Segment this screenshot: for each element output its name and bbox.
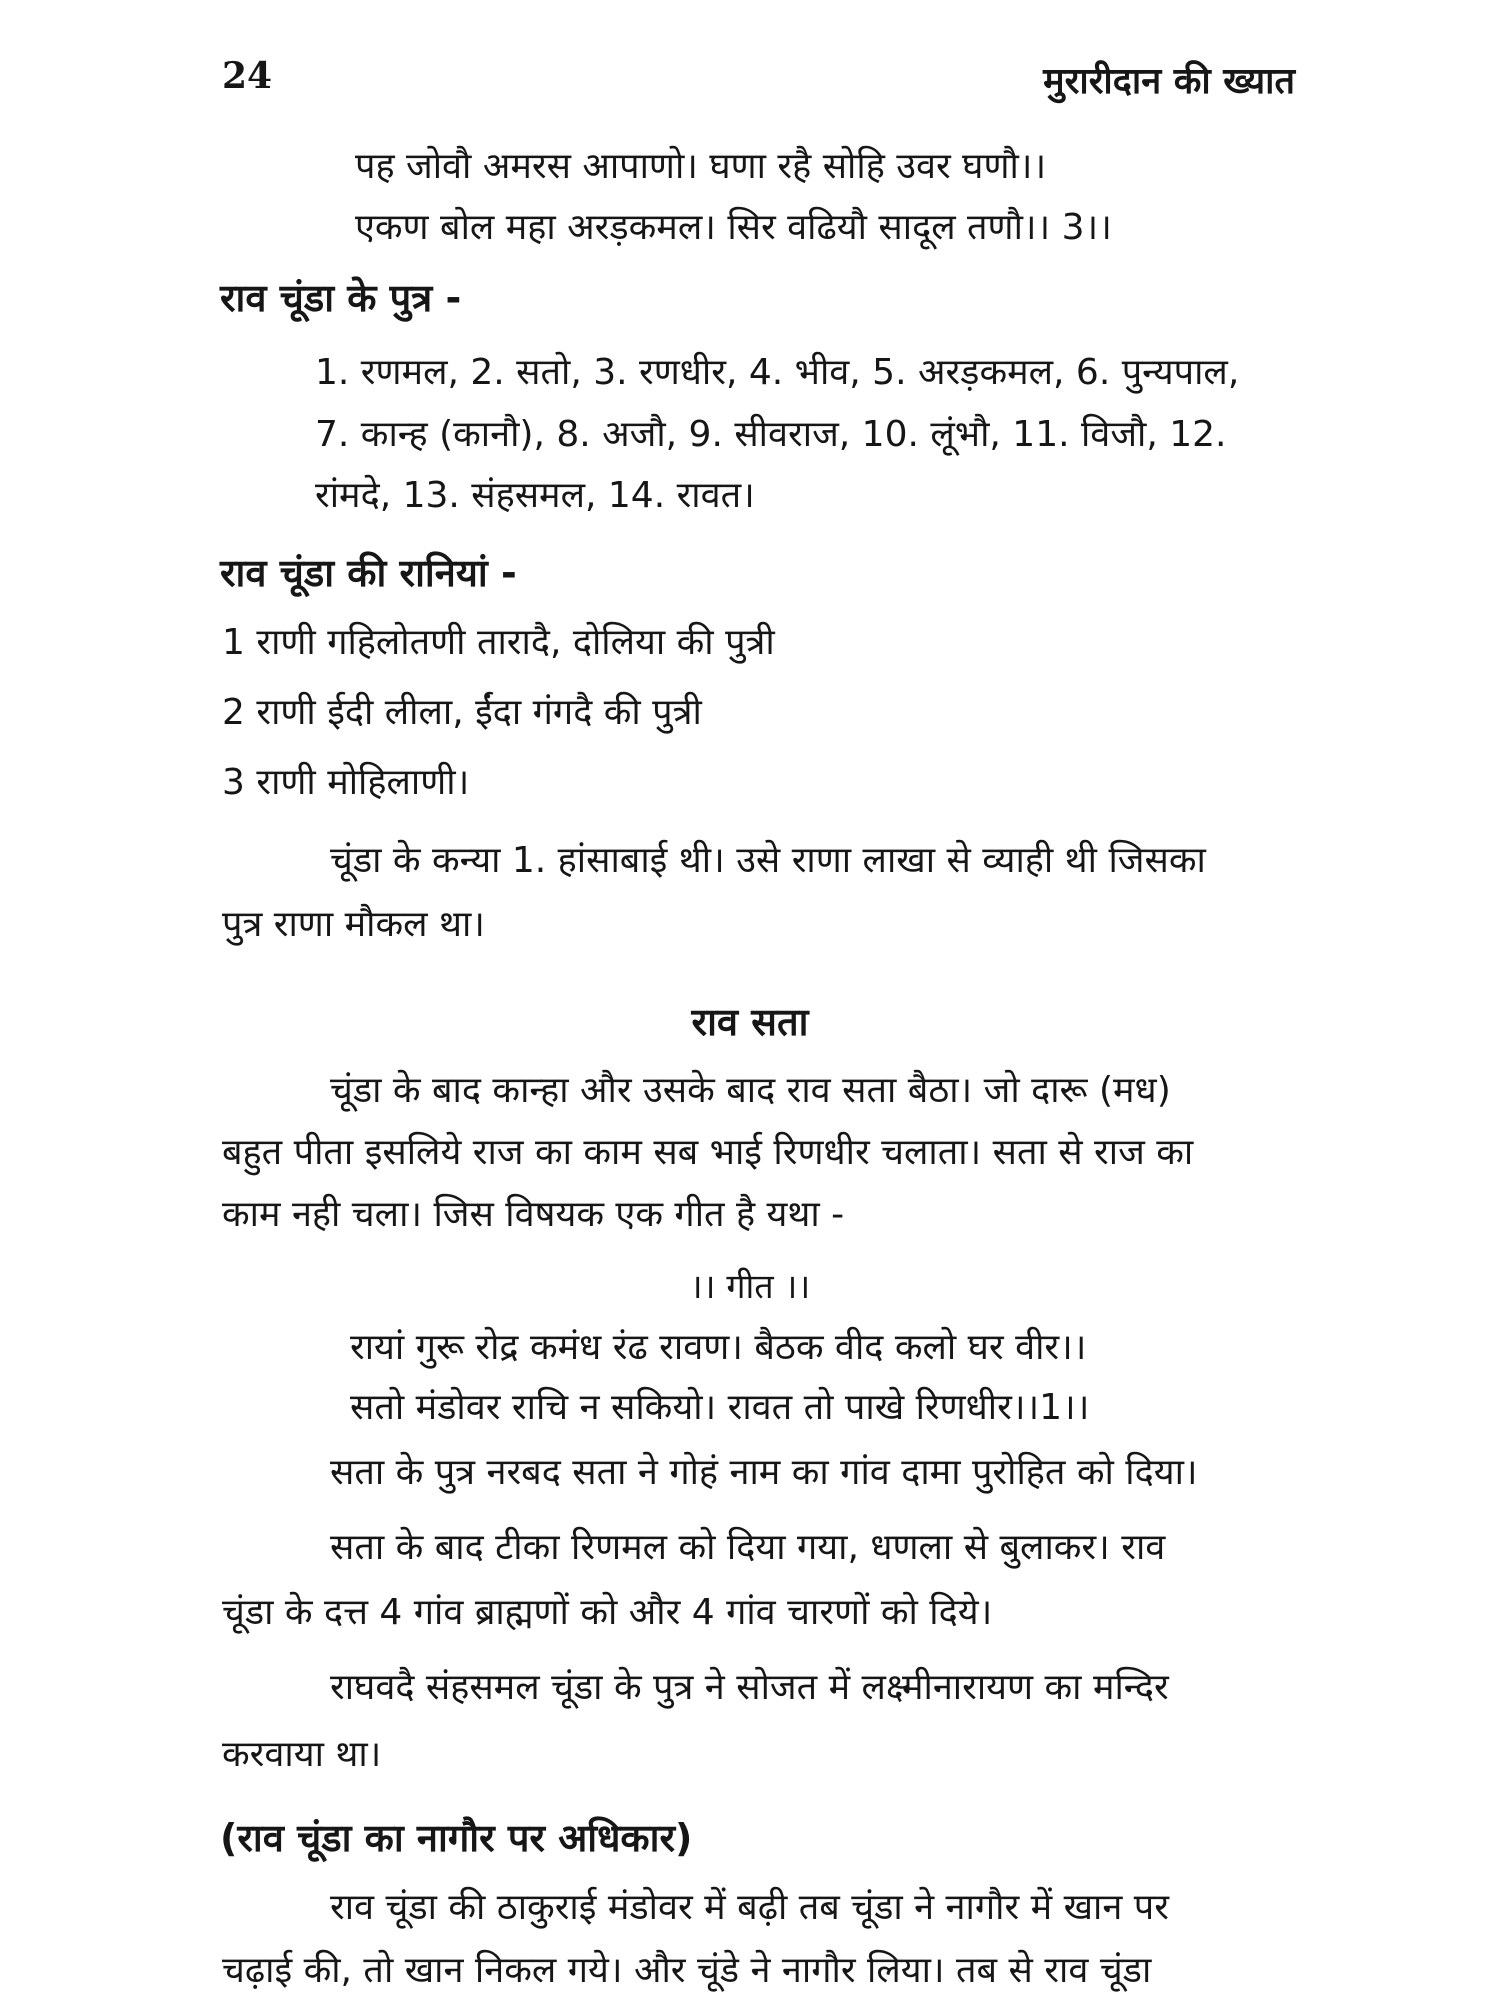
queen-line: 3 राणी मोहिलाणी। — [222, 762, 470, 803]
verse-line: एकण बोल महा अरड़कमल। सिर वढियौ सादूल तणौ।। 3।। — [355, 207, 1112, 248]
paragraph-line: राघवदै संहसमल चूंडा के पुत्र ने सोजत में लक्ष्मीनारायण का मन्दिर — [330, 1667, 1169, 1708]
paragraph-line: चूंडा के कन्या 1. हांसाबाई थी। उसे राणा लाखा से व्याही थी जिसका — [330, 840, 1206, 881]
verse-line: पह जोवौ अमरस आपाणो। घणा रहै सोहि उवर घणौ।। — [355, 146, 1047, 187]
page-number: 24 — [222, 55, 273, 97]
sons-line: रांमदे, 13. संहसमल, 14. रावत। — [315, 475, 755, 516]
sons-line: 7. कान्ह (कानौ), 8. अजौ, 9. सीवराज, 10. लूंभौ, 11. विजौ, 12. — [315, 414, 1227, 455]
section-heading-sons: राव चूंडा के पुत्र - — [220, 276, 462, 320]
queen-line: 1 राणी गहिलोतणी तारादै, दोलिया की पुत्री — [222, 622, 775, 663]
paragraph-line: सता के पुत्र नरबद सता ने गोहं नाम का गांव दामा पुरोहित को दिया। — [330, 1452, 1198, 1493]
queen-line: 2 राणी ईदी लीला, ईंदा गंगदै की पुत्री — [222, 692, 702, 733]
paragraph-line: चूंडा के दत्त 4 गांव ब्राह्मणों को और 4 गांव चारणों को दिये। — [222, 1592, 993, 1633]
section-heading-queens: राव चूंडा की रानियां - — [220, 551, 517, 595]
geet-label: ।। गीत ।। — [689, 1267, 811, 1307]
paragraph-line: सता के बाद टीका रिणमल को दिया गया, धणला से बुलाकर। राव — [330, 1527, 1166, 1568]
chapter-title: राव सता — [691, 1000, 809, 1044]
paragraph-line: काम नही चला। जिस विषयक एक गीत है यथा - — [222, 1194, 845, 1235]
paragraph-line: करवाया था। — [222, 1734, 382, 1775]
section-heading-nagaur: (राव चूंडा का नागौर पर अधिकार) — [220, 1816, 693, 1860]
paragraph-line: पुत्र राणा मौकल था। — [222, 904, 485, 945]
geet-line: रायां गुरू रोद्र कमंध रंढ रावण। बैठक वीद कलो घर वीर।। — [350, 1327, 1087, 1368]
paragraph-line: बहुत पीता इसलिये राज का काम सब भाई रिणधीर चलाता। सता से राज का — [222, 1132, 1194, 1173]
geet-line: सतो मंडोवर राचि न सकियो। रावत तो पाखे रिणधीर।।1।। — [350, 1387, 1090, 1428]
paragraph-line: चूंडा के बाद कान्हा और उसके बाद राव सता बैठा। जो दारू (मध) — [330, 1070, 1171, 1111]
running-title: मुरारीदान की ख्यात — [1043, 61, 1295, 102]
paragraph-line: चढ़ाई की, तो खान निकल गये। और चूंडे ने नागौर लिया। तब से राव चूंडा — [222, 1950, 1152, 1991]
sons-line: 1. रणमल, 2. सतो, 3. रणधीर, 4. भीव, 5. अरड़कमल, 6. पुन्यपाल, — [315, 352, 1240, 393]
paragraph-line: राव चूंडा की ठाकुराई मंडोवर में बढ़ी तब चूंडा ने नागौर में खान पर — [330, 1887, 1169, 1928]
